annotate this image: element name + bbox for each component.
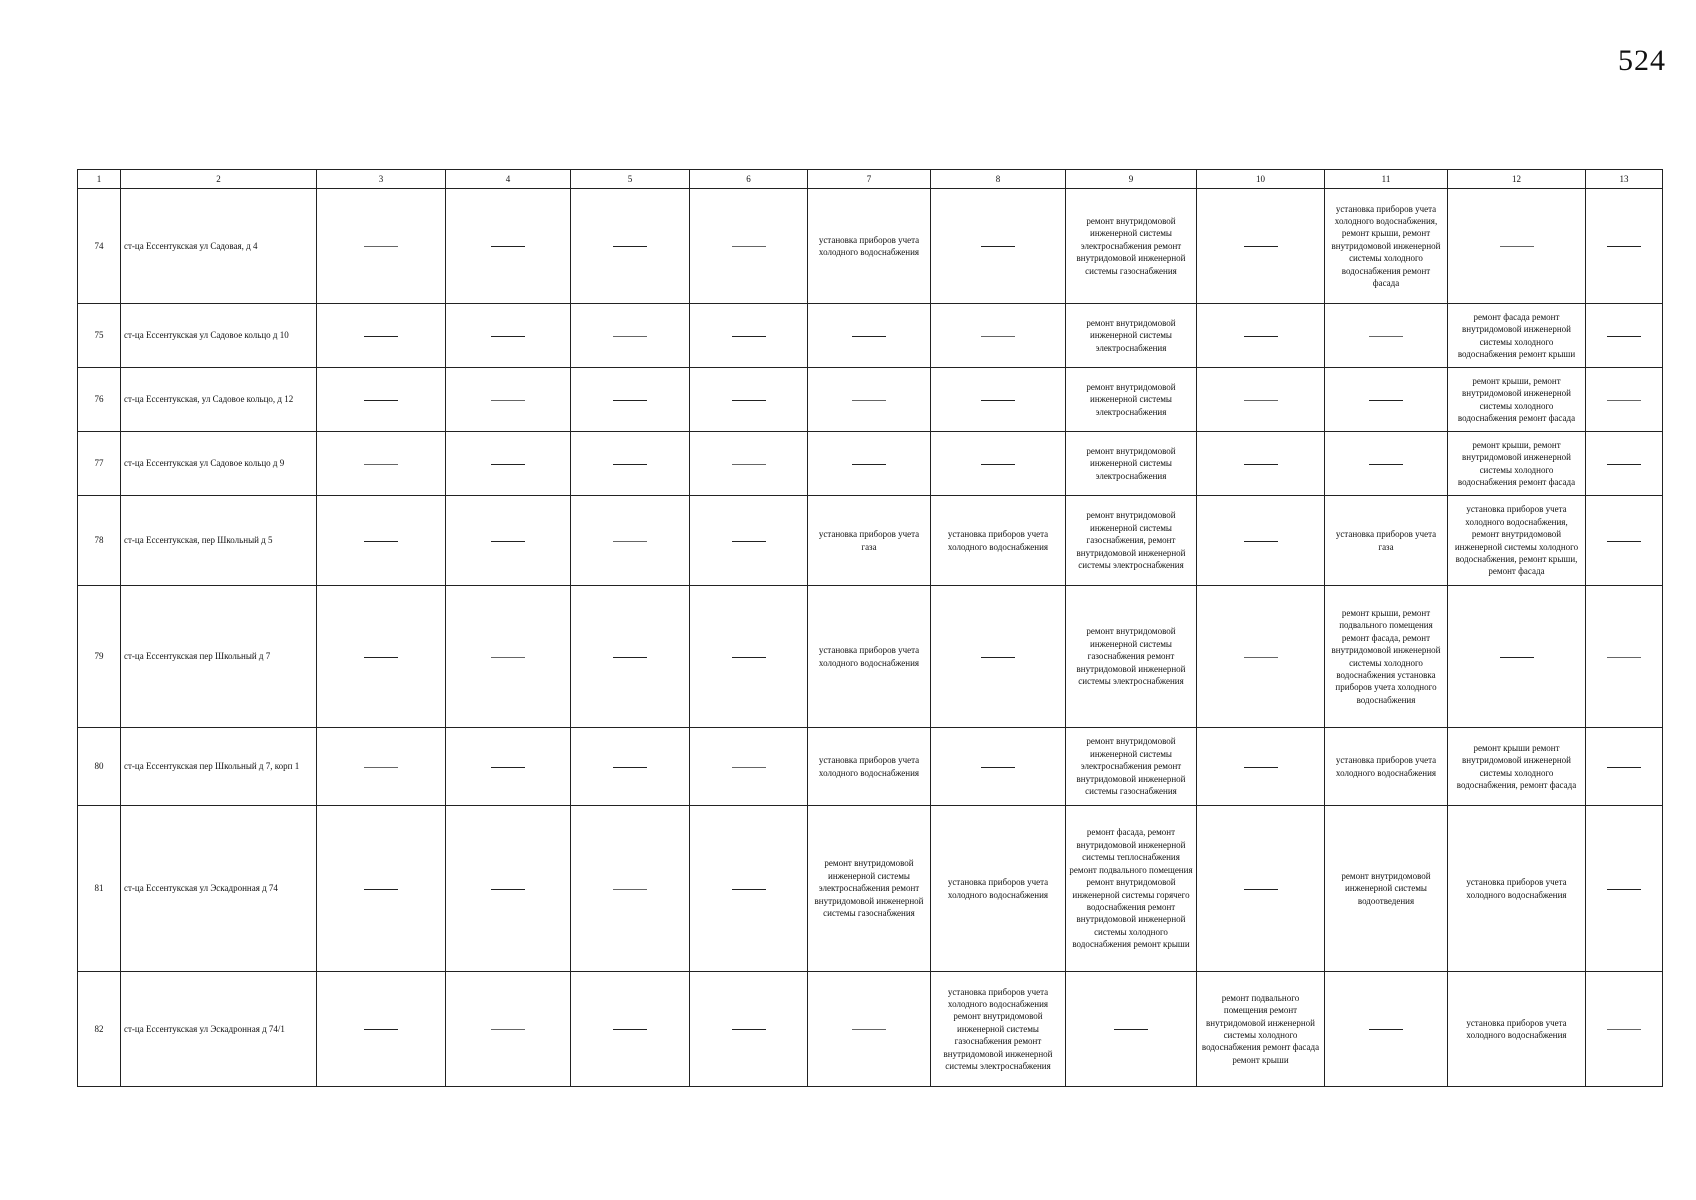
- empty-dash-cell: [571, 189, 690, 304]
- empty-dash-cell: [1586, 189, 1663, 304]
- empty-dash-cell: [1325, 432, 1448, 496]
- column-header-8: 8: [931, 170, 1066, 189]
- empty-dash-cell: [690, 189, 808, 304]
- dash-mark: [491, 889, 525, 890]
- address-cell: ст-ца Ессентукская ул Эскадронная д 74/1: [121, 972, 317, 1087]
- dash-mark: [1244, 246, 1278, 247]
- empty-dash-cell: [571, 432, 690, 496]
- work-description: установка приборов учета холодного водоснабжения: [818, 234, 920, 257]
- dash-mark: [1607, 541, 1641, 542]
- work-cell: [931, 496, 1066, 586]
- work-description: установка приборов учета холодного водоснабжения: [818, 645, 920, 668]
- work-cell: [1325, 496, 1448, 586]
- dash-mark: [852, 464, 886, 465]
- work-description: установка приборов учета холодного водоснабжения: [1466, 1017, 1567, 1040]
- dash-mark: [1500, 657, 1534, 658]
- work-description: установка приборов учета холодного водоснабжения ремонт внутридомовой инженерной системы газоснабжения ремонт внутридомовой инженерной системы электроснабжения: [943, 986, 1053, 1072]
- empty-dash-cell: [690, 368, 808, 432]
- column-number-row: [78, 170, 1663, 189]
- empty-dash-cell: [317, 806, 446, 972]
- dash-mark: [364, 541, 398, 542]
- empty-dash-cell: [317, 496, 446, 586]
- dash-mark: [1607, 336, 1641, 337]
- column-header-6: 6: [690, 170, 808, 189]
- dash-mark: [613, 464, 647, 465]
- empty-dash-cell: [571, 972, 690, 1087]
- row-number: 80: [78, 728, 121, 806]
- empty-dash-cell: [571, 496, 690, 586]
- dash-mark: [981, 400, 1015, 401]
- dash-mark: [981, 336, 1015, 337]
- work-cell: [1197, 972, 1325, 1087]
- dash-mark: [981, 767, 1015, 768]
- empty-dash-cell: [446, 972, 571, 1087]
- work-description: ремонт внутридомовой инженерной системы электроснабжения: [1086, 317, 1176, 353]
- dash-mark: [491, 464, 525, 465]
- work-description: установка приборов учета холодного водоснабжения, ремонт внутридомовой инженерной системы холодного водоснабжения, ремонт крыши, ремонт фасада: [1454, 504, 1579, 577]
- address-cell: ст-ца Ессентукская, ул Садовое кольцо, д 12: [121, 368, 317, 432]
- address-cell: ст-ца Ессентукская, пер Школьный д 5: [121, 496, 317, 586]
- empty-dash-cell: [317, 432, 446, 496]
- dash-mark: [981, 657, 1015, 658]
- work-description: ремонт внутридомовой инженерной системы электроснабжения ремонт внутридомовой инженерной системы газоснабжения: [814, 858, 924, 919]
- dash-mark: [613, 767, 647, 768]
- dash-mark: [732, 246, 766, 247]
- empty-dash-cell: [571, 304, 690, 368]
- table-row: [78, 496, 1663, 586]
- dash-mark: [981, 246, 1015, 247]
- work-cell: [931, 806, 1066, 972]
- dash-mark: [364, 657, 398, 658]
- empty-dash-cell: [571, 368, 690, 432]
- empty-dash-cell: [690, 304, 808, 368]
- empty-dash-cell: [690, 432, 808, 496]
- work-description: установка приборов учета холодного водоснабжения: [1335, 755, 1437, 778]
- dash-mark: [364, 400, 398, 401]
- dash-mark: [732, 541, 766, 542]
- work-cell: [1325, 806, 1448, 972]
- column-header-12: 12: [1448, 170, 1586, 189]
- empty-dash-cell: [1586, 432, 1663, 496]
- work-cell: [1448, 432, 1586, 496]
- dash-mark: [732, 400, 766, 401]
- work-description: ремонт фасада, ремонт внутридомовой инженерной системы теплоснабжения ремонт подвального помещения ремонт внутридомовой инженерной системы горячего водоснабжения ремонт внутридомовой инженерной системы холодного водоснабжения ремонт крыши: [1069, 827, 1193, 950]
- dash-mark: [491, 767, 525, 768]
- empty-dash-cell: [690, 806, 808, 972]
- work-cell: [1325, 189, 1448, 304]
- empty-dash-cell: [571, 806, 690, 972]
- column-header-1: 1: [78, 170, 121, 189]
- page-number: 524: [1618, 44, 1666, 77]
- dash-mark: [852, 336, 886, 337]
- work-description: ремонт крыши, ремонт подвального помещения ремонт фасада, ремонт внутридомовой инженерной системы холодного водоснабжения установка приборов учета холодного водоснабжения: [1331, 607, 1441, 705]
- empty-dash-cell: [446, 432, 571, 496]
- repair-schedule-table: [77, 169, 1663, 1087]
- dash-mark: [1607, 1029, 1641, 1030]
- work-cell: [1066, 304, 1197, 368]
- column-header-2: 2: [121, 170, 317, 189]
- address-cell: ст-ца Ессентукская ул Садовое кольцо д 10: [121, 304, 317, 368]
- work-cell: [1448, 972, 1586, 1087]
- empty-dash-cell: [1586, 304, 1663, 368]
- empty-dash-cell: [446, 189, 571, 304]
- empty-dash-cell: [446, 728, 571, 806]
- dash-mark: [1607, 464, 1641, 465]
- empty-dash-cell: [1586, 586, 1663, 728]
- empty-dash-cell: [1197, 586, 1325, 728]
- column-header-11: 11: [1325, 170, 1448, 189]
- dash-mark: [613, 541, 647, 542]
- work-cell: [808, 189, 931, 304]
- dash-mark: [1607, 767, 1641, 768]
- dash-mark: [732, 889, 766, 890]
- work-description: ремонт крыши, ремонт внутридомовой инженерной системы холодного водоснабжения ремонт фасада: [1457, 439, 1576, 487]
- dash-mark: [613, 246, 647, 247]
- empty-dash-cell: [1197, 496, 1325, 586]
- empty-dash-cell: [1325, 368, 1448, 432]
- row-number: 78: [78, 496, 121, 586]
- empty-dash-cell: [317, 304, 446, 368]
- dash-mark: [732, 657, 766, 658]
- dash-mark: [364, 246, 398, 247]
- work-cell: [1066, 189, 1197, 304]
- work-cell: [1066, 368, 1197, 432]
- dash-mark: [1244, 464, 1278, 465]
- empty-dash-cell: [1586, 806, 1663, 972]
- address-cell: ст-ца Ессентукская ул Садовая, д 4: [121, 189, 317, 304]
- row-number: 81: [78, 806, 121, 972]
- dash-mark: [1369, 400, 1403, 401]
- work-description: установка приборов учета холодного водоснабжения, ремонт крыши, ремонт внутридомовой инженерной системы холодного водоснабжения ремонт фасада: [1331, 203, 1441, 289]
- work-cell: [808, 586, 931, 728]
- empty-dash-cell: [690, 728, 808, 806]
- empty-dash-cell: [690, 586, 808, 728]
- work-description: ремонт внутридомовой инженерной системы электроснабжения: [1086, 445, 1176, 481]
- address-cell: ст-ца Ессентукская пер Школьный д 7, корп 1: [121, 728, 317, 806]
- work-cell: [808, 496, 931, 586]
- work-description: ремонт подвального помещения ремонт внутридомовой инженерной системы холодного водоснабжения ремонт фасада ремонт крыши: [1201, 992, 1320, 1065]
- empty-dash-cell: [317, 189, 446, 304]
- column-header-13: 13: [1586, 170, 1663, 189]
- work-description: ремонт крыши, ремонт внутридомовой инженерной системы холодного водоснабжения ремонт фасада: [1457, 375, 1576, 423]
- work-description: ремонт внутридомовой инженерной системы электроснабжения ремонт внутридомовой инженерной системы газоснабжения: [1076, 736, 1186, 797]
- row-number: 82: [78, 972, 121, 1087]
- work-description: установка приборов учета газа: [1335, 529, 1437, 552]
- dash-mark: [1607, 657, 1641, 658]
- work-cell: [1448, 496, 1586, 586]
- empty-dash-cell: [1448, 586, 1586, 728]
- work-cell: [1448, 304, 1586, 368]
- column-header-5: 5: [571, 170, 690, 189]
- empty-dash-cell: [446, 586, 571, 728]
- dash-mark: [1607, 889, 1641, 890]
- column-header-10: 10: [1197, 170, 1325, 189]
- dash-mark: [364, 767, 398, 768]
- empty-dash-cell: [446, 368, 571, 432]
- dash-mark: [732, 767, 766, 768]
- work-cell: [808, 806, 931, 972]
- dash-mark: [364, 1029, 398, 1030]
- empty-dash-cell: [931, 304, 1066, 368]
- table-row: [78, 189, 1663, 304]
- work-cell: [1066, 496, 1197, 586]
- table-row: [78, 728, 1663, 806]
- empty-dash-cell: [1197, 432, 1325, 496]
- empty-dash-cell: [808, 432, 931, 496]
- table-row: [78, 806, 1663, 972]
- empty-dash-cell: [1066, 972, 1197, 1087]
- empty-dash-cell: [1197, 189, 1325, 304]
- empty-dash-cell: [931, 189, 1066, 304]
- dash-mark: [981, 464, 1015, 465]
- empty-dash-cell: [690, 972, 808, 1087]
- column-header-4: 4: [446, 170, 571, 189]
- dash-mark: [732, 1029, 766, 1030]
- table-row: [78, 432, 1663, 496]
- dash-mark: [613, 889, 647, 890]
- dash-mark: [1369, 336, 1403, 337]
- empty-dash-cell: [571, 586, 690, 728]
- dash-mark: [364, 336, 398, 337]
- work-description: ремонт внутридомовой инженерной системы электроснабжения ремонт внутридомовой инженерной системы газоснабжения: [1076, 215, 1186, 276]
- address-cell: ст-ца Ессентукская ул Эскадронная д 74: [121, 806, 317, 972]
- dash-mark: [491, 246, 525, 247]
- work-description: ремонт внутридомовой инженерной системы газоснабжения ремонт внутридомовой инженерной системы электроснабжения: [1076, 626, 1186, 687]
- dash-mark: [1244, 889, 1278, 890]
- dash-mark: [613, 1029, 647, 1030]
- row-number: 75: [78, 304, 121, 368]
- empty-dash-cell: [1586, 728, 1663, 806]
- row-number: 79: [78, 586, 121, 728]
- empty-dash-cell: [317, 728, 446, 806]
- table-body: [78, 189, 1663, 1087]
- empty-dash-cell: [1325, 304, 1448, 368]
- work-description: ремонт внутридомовой инженерной системы электроснабжения: [1086, 381, 1176, 417]
- row-number: 77: [78, 432, 121, 496]
- work-description: установка приборов учета холодного водоснабжения: [818, 755, 920, 778]
- row-number: 74: [78, 189, 121, 304]
- empty-dash-cell: [1197, 304, 1325, 368]
- work-cell: [1448, 806, 1586, 972]
- work-description: установка приборов учета холодного водоснабжения: [947, 877, 1049, 900]
- empty-dash-cell: [931, 432, 1066, 496]
- empty-dash-cell: [1586, 972, 1663, 1087]
- dash-mark: [732, 336, 766, 337]
- empty-dash-cell: [931, 368, 1066, 432]
- empty-dash-cell: [446, 304, 571, 368]
- dash-mark: [1244, 541, 1278, 542]
- dash-mark: [1369, 464, 1403, 465]
- column-header-9: 9: [1066, 170, 1197, 189]
- work-description: ремонт крыши ремонт внутридомовой инженерной системы холодного водоснабжения, ремонт фасада: [1456, 742, 1577, 790]
- table-row: [78, 304, 1663, 368]
- table-row: [78, 586, 1663, 728]
- work-description: установка приборов учета газа: [818, 529, 920, 552]
- column-header-7: 7: [808, 170, 931, 189]
- table-row: [78, 368, 1663, 432]
- work-description: ремонт внутридомовой инженерной системы водоотведения: [1341, 870, 1431, 906]
- work-cell: [1448, 368, 1586, 432]
- row-number: 76: [78, 368, 121, 432]
- dash-mark: [613, 400, 647, 401]
- work-description: ремонт внутридомовой инженерной системы газоснабжения, ремонт внутридомовой инженерной системы электроснабжения: [1076, 510, 1186, 571]
- empty-dash-cell: [1586, 368, 1663, 432]
- empty-dash-cell: [446, 806, 571, 972]
- empty-dash-cell: [1586, 496, 1663, 586]
- empty-dash-cell: [446, 496, 571, 586]
- dash-mark: [1244, 336, 1278, 337]
- empty-dash-cell: [690, 496, 808, 586]
- dash-mark: [1244, 767, 1278, 768]
- dash-mark: [732, 464, 766, 465]
- empty-dash-cell: [571, 728, 690, 806]
- empty-dash-cell: [1197, 728, 1325, 806]
- dash-mark: [1369, 1029, 1403, 1030]
- empty-dash-cell: [1448, 189, 1586, 304]
- dash-mark: [1244, 657, 1278, 658]
- dash-mark: [491, 336, 525, 337]
- column-header-3: 3: [317, 170, 446, 189]
- work-cell: [1325, 728, 1448, 806]
- address-cell: ст-ца Ессентукская пер Школьный д 7: [121, 586, 317, 728]
- work-cell: [1066, 432, 1197, 496]
- empty-dash-cell: [1197, 806, 1325, 972]
- empty-dash-cell: [317, 368, 446, 432]
- work-cell: [931, 972, 1066, 1087]
- dash-mark: [364, 464, 398, 465]
- work-cell: [1448, 728, 1586, 806]
- dash-mark: [852, 400, 886, 401]
- dash-mark: [491, 657, 525, 658]
- empty-dash-cell: [808, 368, 931, 432]
- dash-mark: [491, 400, 525, 401]
- dash-mark: [852, 1029, 886, 1030]
- dash-mark: [1607, 246, 1641, 247]
- dash-mark: [1114, 1029, 1148, 1030]
- work-description: установка приборов учета холодного водоснабжения: [1466, 877, 1567, 900]
- dash-mark: [1607, 400, 1641, 401]
- empty-dash-cell: [317, 586, 446, 728]
- empty-dash-cell: [931, 728, 1066, 806]
- work-cell: [1066, 586, 1197, 728]
- work-cell: [808, 728, 931, 806]
- address-cell: ст-ца Ессентукская ул Садовое кольцо д 9: [121, 432, 317, 496]
- dash-mark: [364, 889, 398, 890]
- empty-dash-cell: [808, 972, 931, 1087]
- dash-mark: [613, 657, 647, 658]
- dash-mark: [1500, 246, 1534, 247]
- work-cell: [1325, 586, 1448, 728]
- work-description: установка приборов учета холодного водоснабжения: [947, 529, 1049, 552]
- empty-dash-cell: [1197, 368, 1325, 432]
- work-cell: [1066, 806, 1197, 972]
- empty-dash-cell: [1325, 972, 1448, 1087]
- dash-mark: [613, 336, 647, 337]
- empty-dash-cell: [317, 972, 446, 1087]
- dash-mark: [1244, 400, 1278, 401]
- empty-dash-cell: [931, 586, 1066, 728]
- dash-mark: [491, 1029, 525, 1030]
- work-cell: [1066, 728, 1197, 806]
- dash-mark: [491, 541, 525, 542]
- work-description: ремонт фасада ремонт внутридомовой инженерной системы холодного водоснабжения ремонт крыши: [1457, 311, 1576, 359]
- table-row: [78, 972, 1663, 1087]
- empty-dash-cell: [808, 304, 931, 368]
